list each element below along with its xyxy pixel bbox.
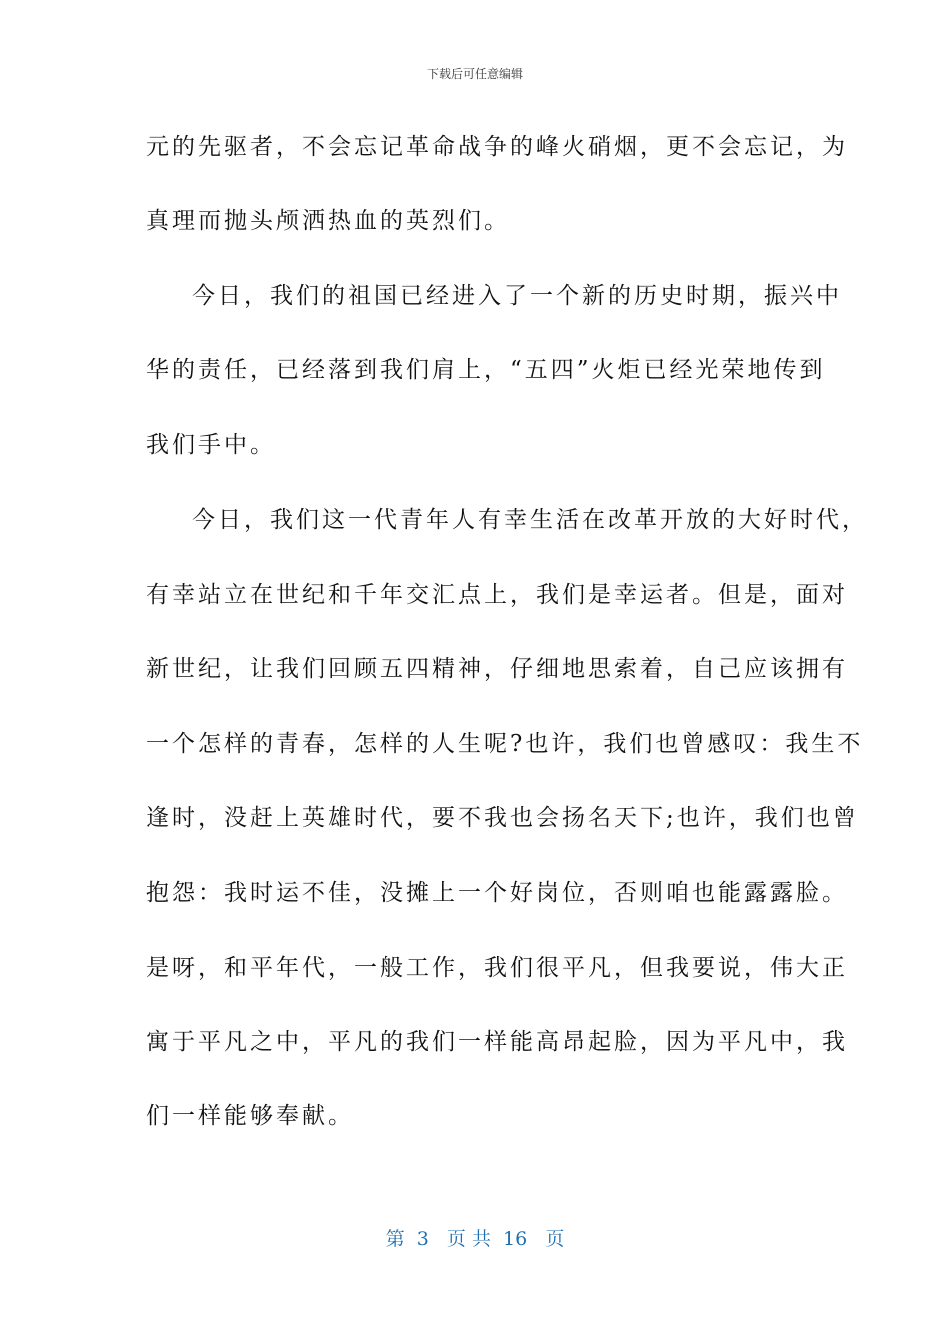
body-line: 华的责任，已经落到我们肩上，“五四”火炬已经光荣地传到 [146, 357, 826, 383]
body-line: 们一样能够奉献。 [146, 1103, 354, 1129]
paragraph-first-line: 今日，我们的祖国已经进入了一个新的历史时期，振兴中 [192, 283, 842, 309]
body-line: 有幸站立在世纪和千年交汇点上，我们是幸运者。但是，面对 [146, 582, 848, 608]
body-line: 一个怎样的青春，怎样的人生呢?也许，我们也曾感叹：我生不 [146, 731, 864, 757]
body-line: 我们手中。 [146, 432, 276, 458]
body-line: 新世纪，让我们回顾五四精神，仔细地思索着，自己应该拥有 [146, 656, 848, 682]
body-line: 元的先驱者，不会忘记革命战争的峰火硝烟，更不会忘记，为 [146, 134, 848, 160]
page-number-footer: 第 3 页 共 16 页 [385, 1228, 565, 1250]
body-line: 真理而抛头颅洒热血的英烈们。 [146, 208, 510, 234]
body-line: 是呀，和平年代，一般工作，我们很平凡，但我要说，伟大正 [146, 955, 848, 981]
body-line: 逢时，没赶上英雄时代，要不我也会扬名天下;也许，我们也曾 [146, 805, 859, 831]
paragraph-first-line: 今日，我们这一代青年人有幸生活在改革开放的大好时代， [192, 507, 868, 533]
page-header-note: 下载后可任意编辑 [426, 67, 523, 81]
body-line: 抱怨：我时运不佳，没摊上一个好岗位，否则咱也能露露脸。 [146, 880, 848, 906]
body-line: 寓于平凡之中，平凡的我们一样能高昂起脸，因为平凡中，我 [146, 1029, 848, 1055]
